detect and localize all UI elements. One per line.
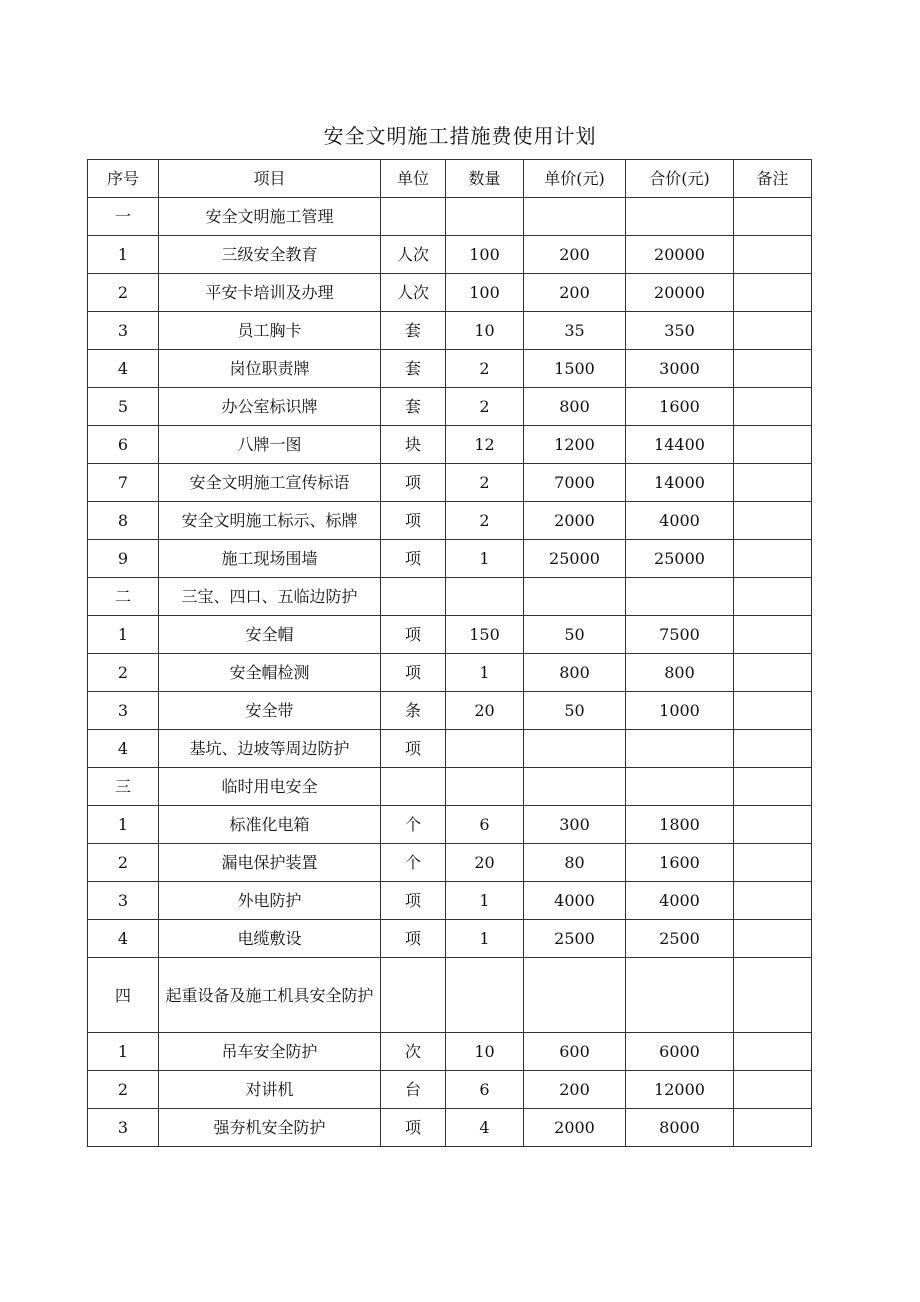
header-note: 备注	[734, 160, 812, 198]
cell-qty: 2	[446, 464, 524, 502]
cell-total	[626, 958, 734, 1033]
cell-unit: 项	[381, 616, 446, 654]
cell-qty	[446, 768, 524, 806]
cell-item: 平安卡培训及办理	[159, 274, 381, 312]
cell-no: 1	[88, 236, 159, 274]
cell-unit: 项	[381, 882, 446, 920]
cell-no: 二	[88, 578, 159, 616]
cell-item: 员工胸卡	[159, 312, 381, 350]
table-row	[88, 236, 812, 274]
cell-qty	[446, 198, 524, 236]
cell-note	[734, 350, 812, 388]
cell-unit: 人次	[381, 236, 446, 274]
cell-price: 50	[524, 616, 626, 654]
cell-note	[734, 198, 812, 236]
cell-total: 20000	[626, 236, 734, 274]
table-row	[88, 616, 812, 654]
cell-note	[734, 882, 812, 920]
cell-unit: 项	[381, 730, 446, 768]
cell-item: 吊车安全防护	[159, 1033, 381, 1071]
cell-price: 80	[524, 844, 626, 882]
header-item: 项目	[159, 160, 381, 198]
cell-note	[734, 426, 812, 464]
cell-total: 4000	[626, 502, 734, 540]
table-row	[88, 1071, 812, 1109]
cell-note	[734, 616, 812, 654]
cell-note	[734, 540, 812, 578]
cell-unit: 个	[381, 806, 446, 844]
cell-item: 对讲机	[159, 1071, 381, 1109]
cell-price: 2000	[524, 1109, 626, 1147]
cell-note	[734, 1071, 812, 1109]
cell-total: 12000	[626, 1071, 734, 1109]
cell-price	[524, 958, 626, 1033]
cell-price	[524, 578, 626, 616]
cell-item: 标准化电箱	[159, 806, 381, 844]
cell-qty: 2	[446, 350, 524, 388]
cell-qty: 100	[446, 236, 524, 274]
cell-total: 14400	[626, 426, 734, 464]
cell-unit	[381, 958, 446, 1033]
cell-unit	[381, 578, 446, 616]
table-row	[88, 882, 812, 920]
cell-no: 3	[88, 1109, 159, 1147]
cell-qty	[446, 958, 524, 1033]
cell-qty: 1	[446, 540, 524, 578]
cell-unit	[381, 768, 446, 806]
cell-unit: 项	[381, 1109, 446, 1147]
cell-note	[734, 274, 812, 312]
cell-price	[524, 198, 626, 236]
cell-total: 14000	[626, 464, 734, 502]
cell-total: 800	[626, 654, 734, 692]
cell-item: 强夯机安全防护	[159, 1109, 381, 1147]
cell-unit: 人次	[381, 274, 446, 312]
cell-price: 200	[524, 1071, 626, 1109]
header-price: 单价(元)	[524, 160, 626, 198]
cell-note	[734, 806, 812, 844]
table-row	[88, 692, 812, 730]
cell-qty	[446, 730, 524, 768]
cost-plan-table	[87, 159, 812, 1147]
cell-price: 25000	[524, 540, 626, 578]
cell-price: 1500	[524, 350, 626, 388]
cell-price: 800	[524, 388, 626, 426]
cell-total	[626, 198, 734, 236]
cell-unit: 项	[381, 540, 446, 578]
cell-note	[734, 844, 812, 882]
cell-total: 3000	[626, 350, 734, 388]
cell-unit: 项	[381, 920, 446, 958]
table-row	[88, 958, 812, 1033]
cell-item: 外电防护	[159, 882, 381, 920]
cell-total: 4000	[626, 882, 734, 920]
cell-total: 1600	[626, 388, 734, 426]
cell-item: 基坑、边坡等周边防护	[159, 730, 381, 768]
cell-unit: 项	[381, 464, 446, 502]
table-row	[88, 426, 812, 464]
cell-no: 5	[88, 388, 159, 426]
cell-note	[734, 692, 812, 730]
cell-total: 1600	[626, 844, 734, 882]
cell-total: 7500	[626, 616, 734, 654]
cell-total: 350	[626, 312, 734, 350]
cell-item: 安全帽	[159, 616, 381, 654]
table-row	[88, 198, 812, 236]
cell-price: 800	[524, 654, 626, 692]
cell-price	[524, 730, 626, 768]
cell-note	[734, 654, 812, 692]
cell-total: 20000	[626, 274, 734, 312]
header-unit: 单位	[381, 160, 446, 198]
cell-no: 9	[88, 540, 159, 578]
table-row	[88, 844, 812, 882]
header-qty: 数量	[446, 160, 524, 198]
cell-unit: 个	[381, 844, 446, 882]
cell-item: 临时用电安全	[159, 768, 381, 806]
table-row	[88, 920, 812, 958]
cell-note	[734, 1033, 812, 1071]
cell-note	[734, 236, 812, 274]
cell-qty: 10	[446, 1033, 524, 1071]
cell-item: 三宝、四口、五临边防护	[159, 578, 381, 616]
cell-note	[734, 578, 812, 616]
cell-no: 2	[88, 1071, 159, 1109]
table-row	[88, 1109, 812, 1147]
cell-no: 4	[88, 730, 159, 768]
cell-no: 2	[88, 844, 159, 882]
cell-qty: 4	[446, 1109, 524, 1147]
cell-no: 7	[88, 464, 159, 502]
cell-item: 安全文明施工宣传标语	[159, 464, 381, 502]
cell-note	[734, 920, 812, 958]
cell-unit: 条	[381, 692, 446, 730]
cell-no: 3	[88, 692, 159, 730]
cell-unit: 台	[381, 1071, 446, 1109]
cell-item: 办公室标识牌	[159, 388, 381, 426]
table-body	[88, 198, 812, 1147]
cell-item: 起重设备及施工机具安全防护	[159, 958, 381, 1033]
header-total: 合价(元)	[626, 160, 734, 198]
cell-item: 安全文明施工管理	[159, 198, 381, 236]
table-row	[88, 502, 812, 540]
cell-item: 安全带	[159, 692, 381, 730]
table-header-row	[88, 160, 812, 198]
cell-note	[734, 502, 812, 540]
cell-no: 2	[88, 654, 159, 692]
cell-unit	[381, 198, 446, 236]
cell-price: 4000	[524, 882, 626, 920]
cell-note	[734, 312, 812, 350]
cell-price: 200	[524, 274, 626, 312]
table-row	[88, 768, 812, 806]
document-title: 安全文明施工措施费使用计划	[323, 124, 597, 148]
cell-qty: 10	[446, 312, 524, 350]
cell-note	[734, 1109, 812, 1147]
cell-note	[734, 768, 812, 806]
cell-unit: 套	[381, 350, 446, 388]
cell-qty: 1	[446, 882, 524, 920]
cell-qty: 20	[446, 692, 524, 730]
cell-unit: 套	[381, 312, 446, 350]
cell-qty: 1	[446, 920, 524, 958]
table-row	[88, 388, 812, 426]
cell-no: 1	[88, 1033, 159, 1071]
cell-qty: 20	[446, 844, 524, 882]
cell-price: 2500	[524, 920, 626, 958]
cell-item: 施工现场围墙	[159, 540, 381, 578]
header-no: 序号	[88, 160, 159, 198]
table-row	[88, 540, 812, 578]
cell-qty: 2	[446, 388, 524, 426]
cell-total: 25000	[626, 540, 734, 578]
cell-total: 2500	[626, 920, 734, 958]
cell-qty: 6	[446, 806, 524, 844]
table-row	[88, 806, 812, 844]
cell-item: 三级安全教育	[159, 236, 381, 274]
cell-no: 四	[88, 958, 159, 1033]
cell-price: 300	[524, 806, 626, 844]
cell-note	[734, 464, 812, 502]
cell-note	[734, 958, 812, 1033]
cell-no: 1	[88, 616, 159, 654]
table-row	[88, 274, 812, 312]
cell-qty: 12	[446, 426, 524, 464]
cell-qty: 100	[446, 274, 524, 312]
table-row	[88, 350, 812, 388]
cell-price: 200	[524, 236, 626, 274]
cell-no: 3	[88, 882, 159, 920]
cell-no: 8	[88, 502, 159, 540]
cell-price: 600	[524, 1033, 626, 1071]
cell-qty: 6	[446, 1071, 524, 1109]
table-row	[88, 578, 812, 616]
cell-total: 6000	[626, 1033, 734, 1071]
cell-total	[626, 768, 734, 806]
cell-unit: 套	[381, 388, 446, 426]
cell-total	[626, 578, 734, 616]
table-row	[88, 1033, 812, 1071]
cell-no: 6	[88, 426, 159, 464]
cell-item: 安全文明施工标示、标牌	[159, 502, 381, 540]
table-row	[88, 654, 812, 692]
cell-qty	[446, 578, 524, 616]
cell-total: 1800	[626, 806, 734, 844]
cell-no: 3	[88, 312, 159, 350]
cell-item: 漏电保护装置	[159, 844, 381, 882]
cell-unit: 项	[381, 654, 446, 692]
cell-item: 安全帽检测	[159, 654, 381, 692]
cell-item: 八牌一图	[159, 426, 381, 464]
cell-price: 50	[524, 692, 626, 730]
cell-note	[734, 730, 812, 768]
cell-no: 4	[88, 920, 159, 958]
cell-item: 岗位职责牌	[159, 350, 381, 388]
cell-unit: 项	[381, 502, 446, 540]
cell-no: 三	[88, 768, 159, 806]
table-row	[88, 312, 812, 350]
cell-price: 7000	[524, 464, 626, 502]
cell-price	[524, 768, 626, 806]
cell-no: 一	[88, 198, 159, 236]
cell-qty: 2	[446, 502, 524, 540]
cell-total: 1000	[626, 692, 734, 730]
cell-total: 8000	[626, 1109, 734, 1147]
table-row	[88, 464, 812, 502]
cell-no: 4	[88, 350, 159, 388]
cell-total	[626, 730, 734, 768]
cell-no: 2	[88, 274, 159, 312]
cell-price: 2000	[524, 502, 626, 540]
cell-no: 1	[88, 806, 159, 844]
cell-price: 1200	[524, 426, 626, 464]
cell-qty: 1	[446, 654, 524, 692]
cell-price: 35	[524, 312, 626, 350]
table-row	[88, 730, 812, 768]
cell-item: 电缆敷设	[159, 920, 381, 958]
cell-qty: 150	[446, 616, 524, 654]
cell-unit: 块	[381, 426, 446, 464]
cell-note	[734, 388, 812, 426]
cell-unit: 次	[381, 1033, 446, 1071]
